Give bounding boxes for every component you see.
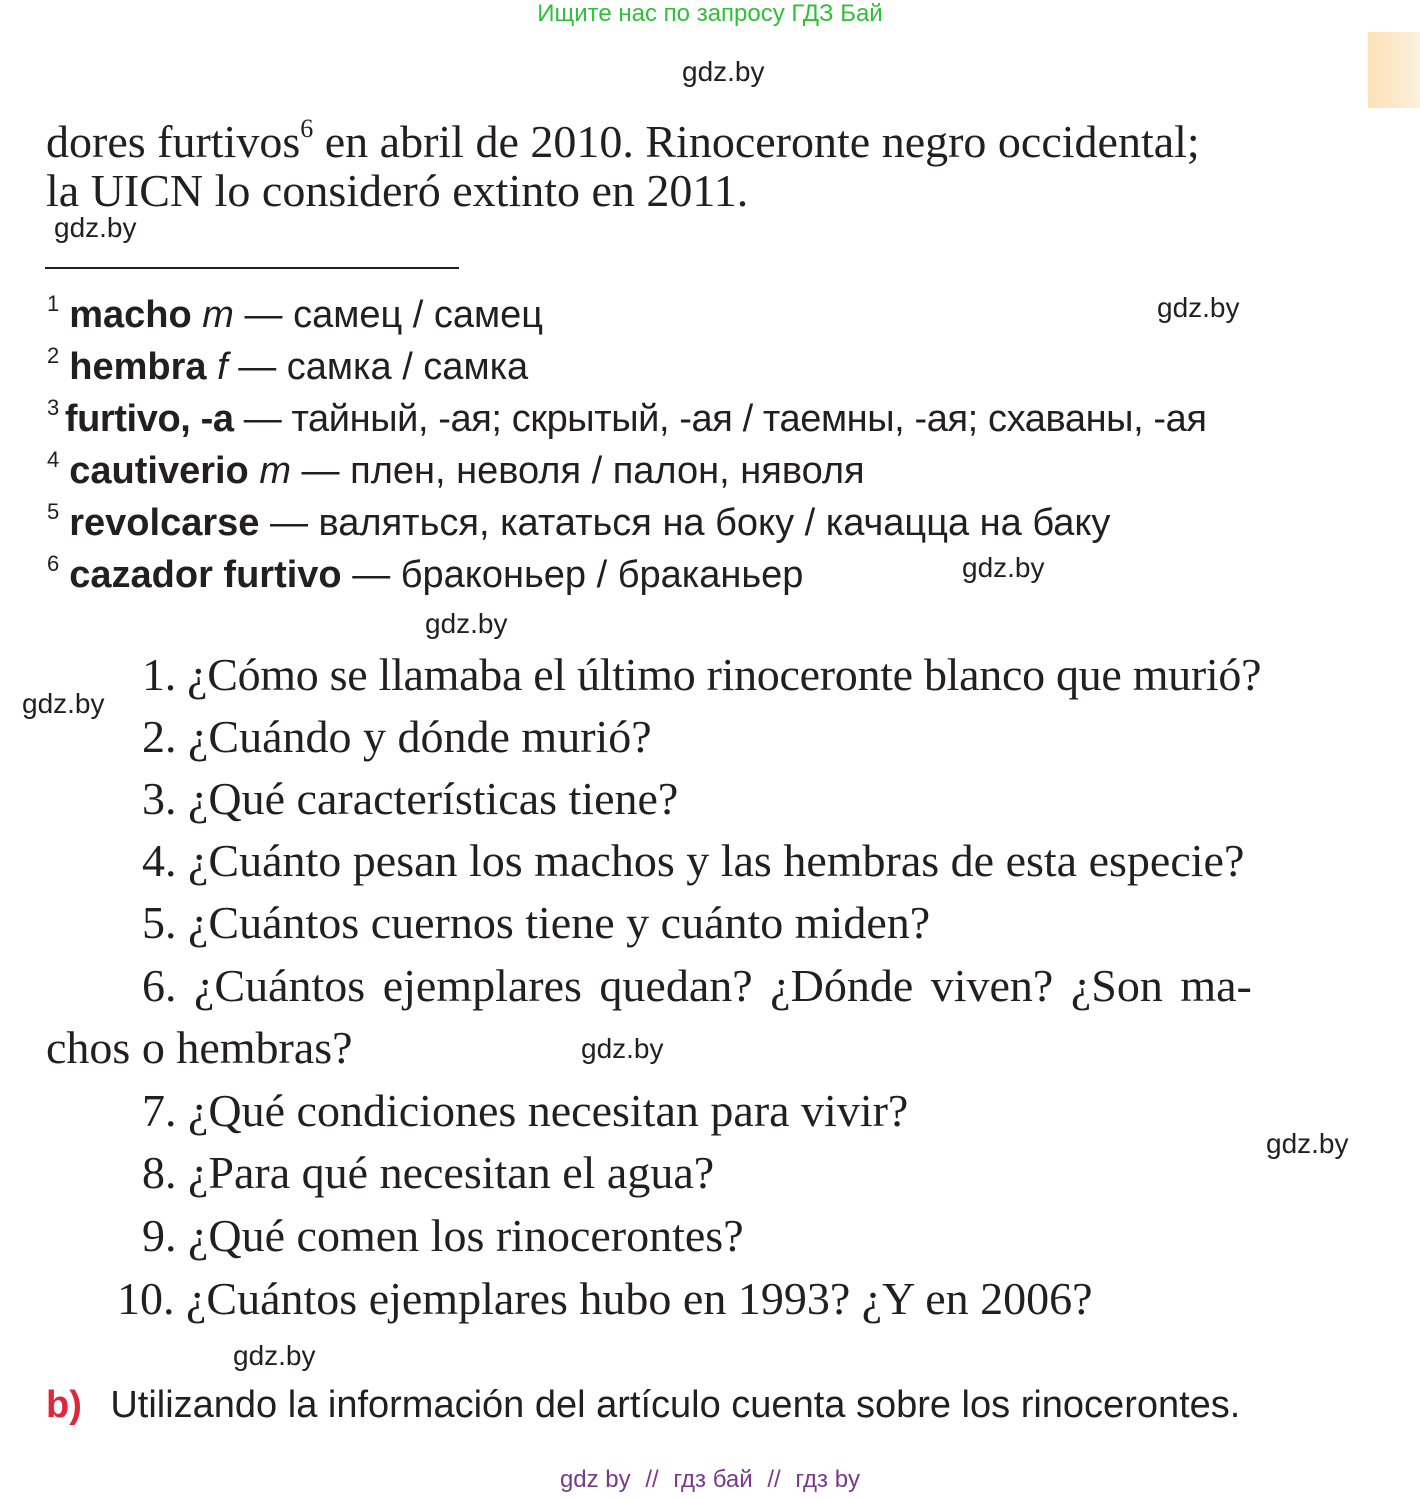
footnote-dash: — (233, 294, 294, 336)
watermark: gdz.by (581, 1033, 664, 1064)
footnote-term: macho (69, 294, 192, 336)
footer-link[interactable]: гдз бай (673, 1466, 753, 1493)
footnote-gender: f (217, 346, 228, 388)
task-b (46, 1384, 1240, 1427)
footnote-term: cazador furtivo (69, 554, 342, 596)
footnote-number: 4 (47, 447, 60, 472)
watermark: gdz.by (1266, 1128, 1349, 1159)
question-item: 1. ¿Cómo se llamaba el último rinoceronte blanco que murió? (142, 649, 1262, 700)
footnote-translation: валяться, кататься на боку / качацца на баку (318, 502, 1111, 544)
footnote-number: 2 (47, 343, 60, 368)
footer-link[interactable]: гдз by (795, 1466, 861, 1493)
footnote-number: 6 (47, 551, 60, 576)
footnote-gender: m (259, 450, 291, 492)
intro-line-1-start: dores furtivos (46, 116, 301, 167)
question-item: 6. ¿Cuántos ejemplares quedan? ¿Dónde viven? ¿Son ma- (142, 960, 1252, 1011)
footnote-gender: m (202, 294, 234, 336)
watermark: gdz.by (233, 1340, 316, 1371)
footer-separator: // (767, 1466, 781, 1493)
question-item: 3. ¿Qué características tiene? (142, 773, 679, 824)
footnote-translation: тайный, -ая; скрытый, -ая / таемны, -ая; схаваны, -ая (291, 398, 1207, 440)
watermark: gdz.by (54, 212, 137, 243)
watermark: gdz.by (962, 552, 1045, 583)
question-item: 4. ¿Cuánto pesan los machos y las hembras de esta especie? (142, 835, 1245, 886)
watermark: gdz.by (22, 688, 105, 719)
footnote-item (47, 538, 803, 601)
question-item: 7. ¿Qué condiciones necesitan para vivir? (142, 1085, 909, 1136)
footnote-dash: — (227, 346, 287, 388)
watermark: gdz.by (425, 608, 508, 639)
intro-line-1-end: en abril de 2010. Rinoceronte negro occidental; (313, 116, 1200, 167)
footnote-dash: — (233, 398, 292, 440)
footnote-number: 5 (47, 499, 60, 524)
footnote-translation: браконьер / браканьер (400, 554, 804, 596)
footnote-dash: — (291, 450, 351, 492)
question-item: 5. ¿Cuántos cuernos tiene y cuánto miden? (142, 897, 931, 948)
footnote-divider (45, 267, 459, 269)
footer-links (0, 1466, 1420, 1494)
question-item-continuation: chos o hembras? (46, 1022, 353, 1073)
footnote-ref-6: 6 (300, 114, 314, 143)
footer-link[interactable]: gdz by (559, 1466, 631, 1493)
footnote-dash: — (341, 554, 401, 596)
footnote-term: hembra (69, 346, 207, 388)
question-item: 8. ¿Para qué necesitan el agua? (142, 1147, 715, 1198)
intro-line-2: la UICN lo consideró extinto en 2011. (46, 165, 749, 216)
question-item: 10. ¿Cuántos ejemplares hubo en 1993? ¿Y en 2006? (117, 1273, 1093, 1324)
watermark: gdz.by (1157, 292, 1240, 323)
page-corner-tab (1368, 32, 1420, 108)
top-banner: Ищите нас по запросу ГДЗ Бай (537, 0, 883, 27)
task-b-marker: b) (46, 1384, 82, 1426)
footnote-translation: самец / самец (293, 294, 544, 336)
footnote-dash: — (259, 502, 319, 544)
question-item: 9. ¿Qué comen los rinocerontes? (142, 1210, 744, 1261)
task-b-text: Utilizando la información del artículo cuenta sobre los rinocerontes. (110, 1384, 1241, 1426)
footnote-term: cautiverio (69, 450, 249, 492)
watermark: gdz.by (682, 56, 765, 87)
footer-separator: // (645, 1466, 659, 1493)
footnote-translation: самка / самка (286, 346, 529, 388)
footnote-number: 1 (47, 291, 60, 316)
footnote-translation: плен, неволя / палон, няволя (350, 450, 865, 492)
footnote-term: furtivo, -a (64, 398, 234, 440)
footnote-number: 3 (47, 395, 59, 420)
footnote-term: revolcarse (69, 502, 260, 544)
question-item: 2. ¿Cuándo y dónde murió? (142, 711, 652, 762)
